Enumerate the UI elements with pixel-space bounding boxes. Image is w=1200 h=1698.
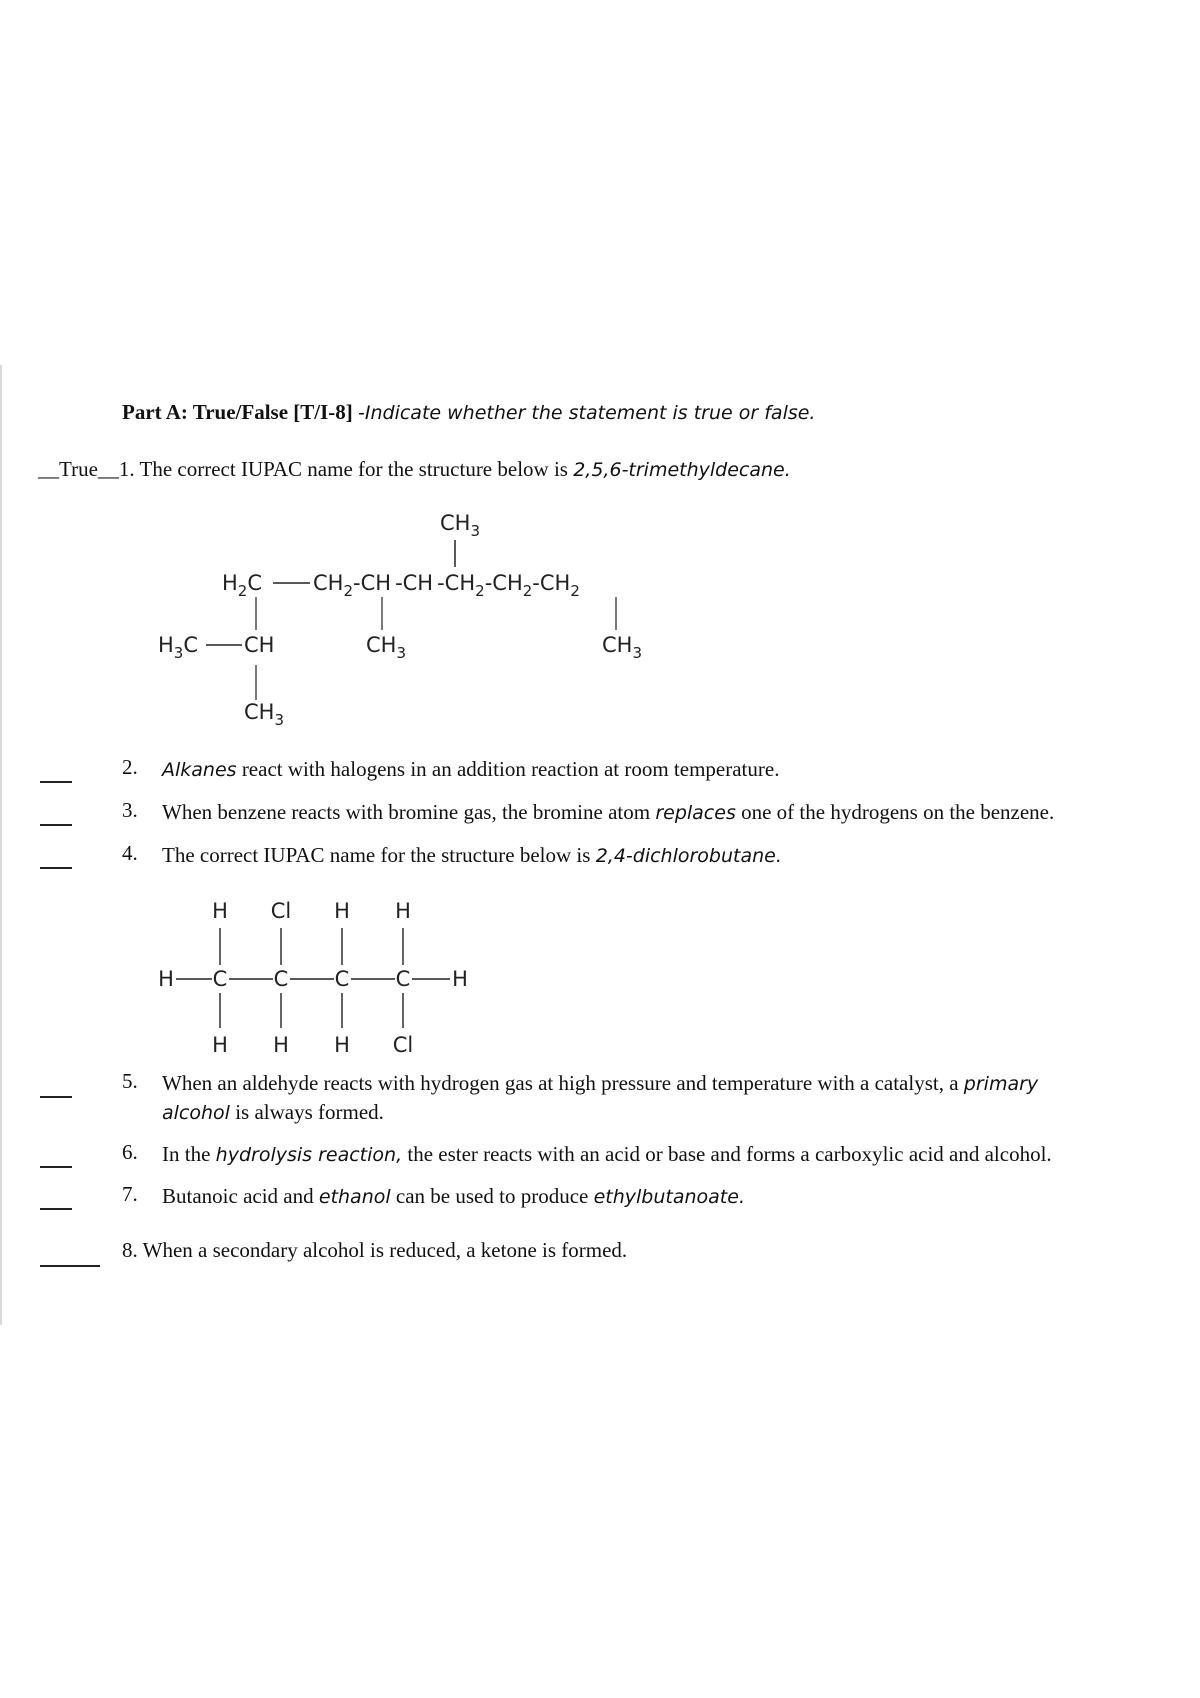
middle-carbon-3: C (334, 967, 350, 991)
part-instruction: -Indicate whether the statement is true or false. (358, 402, 816, 424)
structure-diagram-2 (150, 895, 490, 1065)
question-number-2: 2. (122, 755, 138, 779)
question-emphasis-2: Alkanes (162, 759, 237, 781)
question-text-7: Butanoic acid and ethanol can be used to produce ethylbutanoate. (162, 1184, 745, 1208)
question-text-6: In the hydrolysis reaction, the ester reacts with an acid or base and forms a carboxylic acid and alcohol. (162, 1142, 1052, 1166)
middle-atom-h-right: H (452, 967, 468, 991)
question-emphasis-1: 2,5,6-trimethyldecane. (573, 459, 791, 481)
question-text-1: The correct IUPAC name for the structure below is (139, 457, 574, 481)
middle-carbon-1: C (212, 967, 228, 991)
question-number-5: 5. (122, 1069, 138, 1093)
main-chain-label: $CH_2-CH$ -CH $-CH_2-CH_2-CH_2$ (313, 571, 580, 600)
structure-diagram-1 (150, 505, 720, 735)
bottom-atom-4: Cl (392, 1033, 414, 1057)
left-ch-label: CH (244, 633, 275, 657)
question-emphasis-7a: ethanol (318, 1186, 391, 1208)
top-atom-1: H (212, 899, 228, 923)
question-1: __True__1. The correct IUPAC name for the structure below is 2,5,6-trimethyldecane. (38, 457, 791, 481)
answer-field-1[interactable]: True (59, 457, 98, 481)
middle-atom-h-left: H (158, 967, 174, 991)
question-number-4: 4. (122, 841, 138, 865)
question-emphasis-3: replaces (655, 802, 736, 824)
top-methyl-label: $CH_3$ (440, 511, 481, 540)
question-emphasis-4: 2,4-dichlorobutane. (595, 845, 782, 867)
page-left-border (0, 365, 2, 1325)
question-text-5: When an aldehyde reacts with hydrogen gas at high pressure and temperature with a catalyst, a primary alcohol is always formed. (162, 1071, 1039, 1124)
question-number-3: 3. (122, 798, 138, 822)
question-emphasis-5a: primary (963, 1073, 1039, 1095)
answer-blank-4[interactable] (40, 867, 72, 869)
top-atom-3: H (334, 899, 350, 923)
question-text-3: When benzene reacts with bromine gas, the bromine atom replaces one of the hydrogens on the benzene. (162, 800, 1055, 824)
question-text-8: 8. When a secondary alcohol is reduced, a ketone is formed. (122, 1238, 628, 1262)
top-atom-4: H (395, 899, 411, 923)
answer-blank-5[interactable] (40, 1096, 72, 1098)
question-number-1: 1. (118, 457, 135, 481)
question-number-6: 6. (122, 1140, 138, 1164)
bottom-methyl-label: $CH_3$ (244, 700, 285, 729)
middle-carbon-4: C (395, 967, 411, 991)
answer-blank-2[interactable] (40, 781, 72, 783)
question-text-2: Alkanes react with halogens in an addition reaction at room temperature. (162, 757, 780, 781)
answer-blank-3[interactable] (40, 824, 72, 826)
bottom-atom-3: H (334, 1033, 350, 1057)
answer-blank-6[interactable] (40, 1166, 72, 1168)
part-label: Part A: True/False [T/I-8] (122, 400, 353, 424)
question-number-7: 7. (122, 1182, 138, 1206)
answer-blank-7[interactable] (40, 1208, 72, 1210)
part-header (122, 400, 815, 425)
question-emphasis-5b: alcohol (162, 1102, 230, 1124)
question-text-4: The correct IUPAC name for the structure below is 2,4-dichlorobutane. (162, 843, 782, 867)
question-emphasis-6: hydrolysis reaction, (215, 1144, 403, 1166)
methyl-b-label: $CH_3$ (602, 633, 643, 662)
answer-blank-8[interactable] (40, 1265, 100, 1267)
left-h3c-label: $H_3C$ (158, 633, 199, 662)
top-atom-2: Cl (270, 899, 292, 923)
bottom-atom-1: H (212, 1033, 228, 1057)
middle-carbon-2: C (273, 967, 289, 991)
question-emphasis-7b: ethylbutanoate. (593, 1186, 745, 1208)
methyl-a-label: $CH_3$ (366, 633, 407, 662)
bottom-atom-2: H (273, 1033, 289, 1057)
main-h2c-label: $H_2C$ (222, 571, 263, 600)
